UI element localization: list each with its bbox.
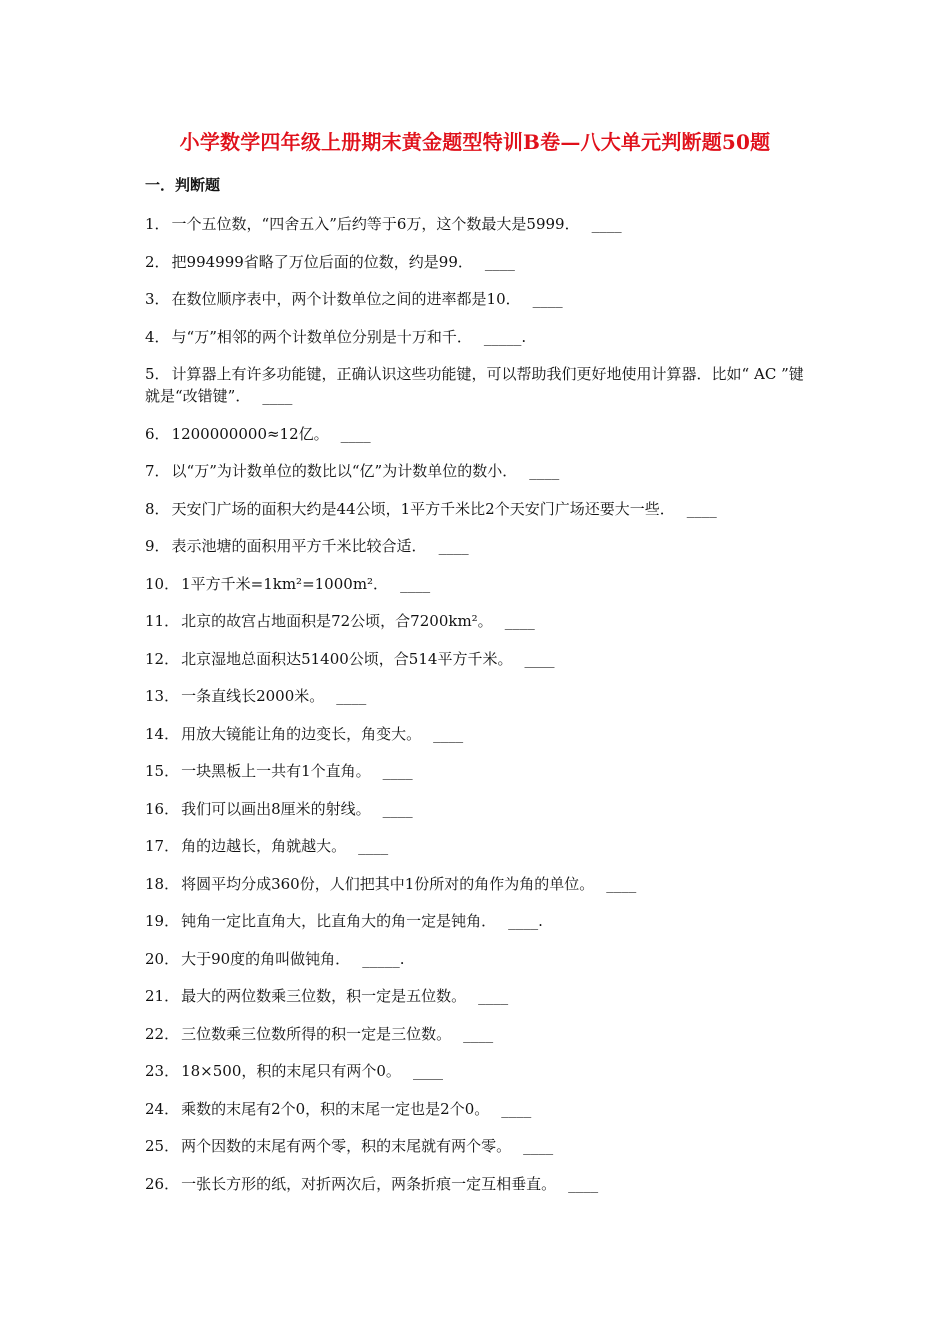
question-item: [145, 213, 815, 251]
question-number: 7．: [145, 462, 170, 480]
question-text: 一块黑板上一共有1个直角。: [181, 762, 371, 780]
question-item: [145, 1060, 815, 1098]
answer-blank: ____: [504, 612, 535, 630]
question-item: [145, 1173, 815, 1211]
question-item: [145, 1135, 815, 1173]
question-text: 最大的两位数乘三位数，积一定是五位数。: [181, 987, 467, 1005]
question-text: 钝角一定比直角大，比直角大的角一定是钝角．: [181, 912, 497, 930]
answer-blank: ____: [340, 424, 371, 443]
question-item: [145, 535, 815, 573]
question-number: 20．: [145, 949, 180, 968]
question-text: 以“万”为计数单位的数比以“亿”为计数单位的数小．: [171, 462, 518, 480]
question-number: 24．: [145, 1099, 180, 1118]
question-item: [145, 363, 815, 407]
question-text: 与“万”相邻的两个计数单位分别是十万和千．: [171, 327, 472, 346]
question-number: 15．: [145, 762, 180, 780]
question-number: 1．: [145, 215, 170, 233]
answer-blank: ____: [606, 874, 637, 893]
answer-blank: ____: [484, 252, 515, 271]
question-number: 10．: [145, 574, 180, 593]
question-number: 18．: [145, 874, 180, 893]
page-title: 小学数学四年级上册期末黄金题型特训B卷—八大单元判断题50题: [179, 130, 771, 154]
question-text: 表示池塘的面积用平方千米比较合适．: [171, 537, 427, 555]
question-list: [145, 213, 815, 1210]
question-text: 1200000000≈12亿。: [171, 424, 329, 443]
question-item: [145, 251, 815, 289]
question-item: [145, 1098, 815, 1136]
question-text: 大于90度的角叫做钝角．: [181, 949, 351, 968]
question-text: 一条直线长2000米。: [181, 687, 325, 705]
question-item: [145, 288, 815, 326]
question-number: 21．: [145, 987, 180, 1005]
answer-blank: ____: [529, 462, 560, 480]
answer-blank: _____.: [483, 327, 527, 346]
answer-blank: ____: [382, 799, 413, 818]
question-number: 17．: [145, 837, 180, 855]
question-item: [145, 573, 815, 611]
question-text: 乘数的末尾有2个0，积的末尾一定也是2个0。: [181, 1099, 490, 1118]
question-text: 计算器上有许多功能键，正确认识这些功能键，可以帮助我们更好地使用计算器．比如“ AC ”键就是“改错键”．: [145, 365, 804, 405]
question-item: [145, 685, 815, 723]
section-heading: 一．判断题: [145, 176, 221, 194]
question-number: 16．: [145, 799, 180, 818]
question-text: 在数位顺序表中，两个计数单位之间的进率都是10．: [171, 290, 521, 308]
question-item: [145, 423, 815, 461]
question-text: 1平方千米=1km²=1000m²．: [181, 574, 389, 593]
question-text: 两个因数的末尾有两个零，积的末尾就有两个零。: [181, 1137, 512, 1155]
question-number: 12．: [145, 649, 180, 668]
question-item: [145, 910, 815, 948]
question-number: 3．: [145, 290, 170, 308]
question-number: 14．: [145, 724, 180, 743]
question-text: 北京的故宫占地面积是72公顷，合7200km²。: [181, 612, 493, 630]
question-text: 将圆平均分成360份，人们把其中1份所对的角作为角的单位。: [181, 874, 595, 893]
answer-blank: ____: [412, 1062, 443, 1080]
question-number: 19．: [145, 912, 180, 930]
question-item: [145, 498, 815, 536]
question-item: [145, 985, 815, 1023]
question-item: [145, 1023, 815, 1061]
question-number: 13．: [145, 687, 180, 705]
question-number: 26．: [145, 1174, 180, 1193]
question-text: 18×500，积的末尾只有两个0。: [181, 1062, 401, 1080]
answer-blank: ____: [501, 1099, 532, 1118]
answer-blank: ____: [400, 574, 431, 593]
question-item: [145, 723, 815, 761]
answer-blank: ____: [591, 215, 622, 233]
answer-blank: ____: [382, 762, 413, 780]
question-text: 北京湿地总面积达51400公顷，合514平方千米。: [181, 649, 513, 668]
answer-blank: ____: [568, 1174, 599, 1193]
answer-blank: ____: [478, 987, 509, 1005]
question-text: 一张长方形的纸，对折两次后，两条折痕一定互相垂直。: [181, 1174, 557, 1193]
question-number: 23．: [145, 1062, 180, 1080]
question-number: 8．: [145, 499, 170, 518]
question-text: 我们可以画出8厘米的射线。: [181, 799, 371, 818]
answer-blank: ____: [524, 649, 555, 668]
question-number: 22．: [145, 1024, 180, 1043]
answer-blank: ____: [523, 1137, 554, 1155]
question-item: [145, 948, 815, 986]
question-text: 角的边越长，角就越大。: [181, 837, 347, 855]
question-text: 把994999省略了万位后面的位数，约是99．: [171, 252, 473, 271]
answer-blank: ____: [433, 724, 464, 743]
answer-blank: _____.: [362, 949, 405, 968]
question-item: [145, 648, 815, 686]
answer-blank: ____: [463, 1024, 494, 1043]
question-item: [145, 610, 815, 648]
question-item: [145, 835, 815, 873]
question-number: 11．: [145, 612, 180, 630]
question-number: 9．: [145, 537, 170, 555]
answer-blank: ____.: [508, 912, 543, 930]
answer-blank: ____: [438, 537, 469, 555]
question-item: [145, 798, 815, 836]
question-number: 6．: [145, 424, 170, 443]
answer-blank: ____: [336, 687, 367, 705]
question-item: [145, 760, 815, 798]
question-text: 用放大镜能让角的边变长，角变大。: [181, 724, 422, 743]
question-text: 三位数乘三位数所得的积一定是三位数。: [181, 1024, 452, 1043]
answer-blank: ____: [358, 837, 389, 855]
question-number: 5．: [145, 365, 170, 383]
question-text: 一个五位数，“四舍五入”后约等于6万，这个数最大是5999．: [171, 215, 580, 233]
question-number: 25．: [145, 1137, 180, 1155]
question-item: [145, 873, 815, 911]
question-text: 天安门广场的面积大约是44公顷，1平方千米比2个天安门广场还要大一些．: [171, 499, 675, 518]
question-item: [145, 460, 815, 498]
question-item: [145, 326, 815, 364]
question-number: 4．: [145, 327, 170, 346]
answer-blank: ____: [686, 499, 717, 518]
question-number: 2．: [145, 252, 170, 271]
answer-blank: ____: [262, 387, 293, 405]
answer-blank: ____: [532, 290, 563, 308]
